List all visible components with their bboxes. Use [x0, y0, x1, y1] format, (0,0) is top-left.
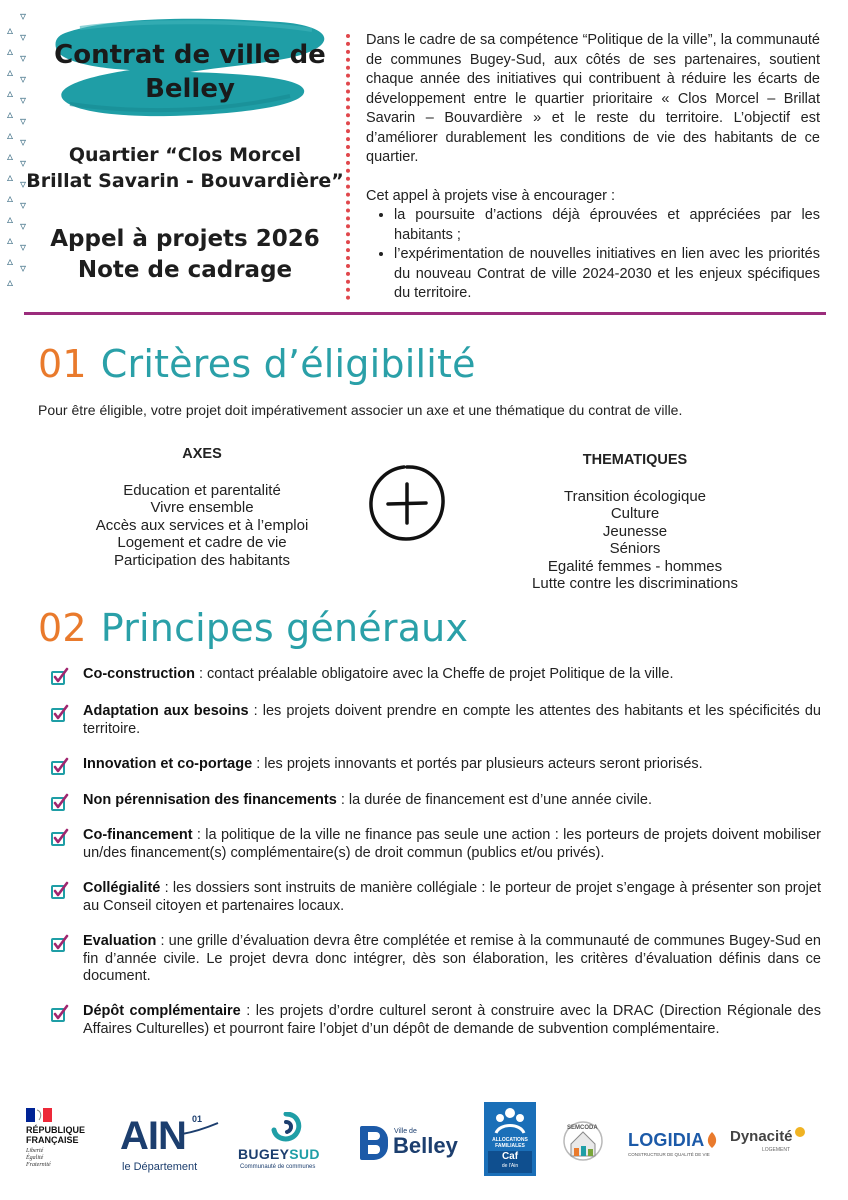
appel-title — [20, 224, 350, 286]
belley-text: Belley — [393, 1133, 458, 1158]
principle-text: : les projets innovants et portés par plusieurs acteurs seront priorisés. — [252, 756, 703, 772]
ain-swoosh-icon — [180, 1122, 220, 1136]
dynacite-dot-icon — [794, 1126, 806, 1138]
checkbox-icon — [50, 881, 70, 901]
intro-bullet: • l’expérimentation de nouvelles initiatives en lien avec les priorités du nouveau Contrat de ville 2024-2030 et les enjeux spécifiques du territoire. — [394, 245, 820, 304]
logo-ville-de-belley — [360, 1126, 460, 1162]
partner-logos — [0, 1100, 848, 1190]
title-line-1: Contrat de ville de — [54, 40, 326, 70]
document-title — [40, 38, 340, 106]
caf-line-3: Caf — [501, 1151, 519, 1162]
checkbox-icon — [50, 934, 70, 954]
principle-term: Innovation et co-portage — [83, 756, 253, 772]
logo-dynacite — [730, 1126, 814, 1160]
intro-paragraph: Dans le cadre de sa compétence “Politique de la ville”, la communauté de communes Bugey-Sud, aux côtés de ses partenaires, soutient chaque année des initiatives qui contribuent à réduire les écarts de développement entre le quartier prioritaire « Clos Morcel – Brillat Savarin – Bouvardière » et le reste du territoire. L’objectif est d’améliorer durablement les conditions de vie des habitants de ce quartier. — [366, 32, 820, 165]
plus-circle-icon — [366, 462, 448, 544]
principle-term: Non pérennisation des financements — [83, 792, 337, 808]
quartier-line-1: Quartier “Clos Morcel — [68, 144, 302, 166]
belley-b-icon — [360, 1126, 388, 1160]
principle-text: : la durée de financement est d’une année civile. — [336, 792, 652, 808]
intro-text — [366, 31, 820, 304]
dynacite-subtitle: LOGEMENT — [762, 1147, 791, 1153]
axis-item: Participation des habitants — [114, 551, 290, 569]
title-line-2: Belley — [145, 74, 235, 104]
checkbox-icon — [50, 1004, 70, 1024]
themes-title: THEMATIQUES — [582, 452, 688, 468]
theme-item: Séniors — [609, 540, 661, 557]
intro-bullet: • la poursuite d’actions déjà éprouvées et appréciées par les habitants ; — [394, 206, 820, 245]
ain-number: 01 — [192, 1114, 203, 1124]
caf-line-2: FAMILIALES — [495, 1143, 525, 1149]
logo-logidia — [628, 1130, 720, 1164]
logidia-text: LOGIDIA — [628, 1130, 705, 1150]
checkbox-icon — [50, 667, 70, 687]
principle-text: : les projets d’ordre culturel seront à construire avec la DRAC (Direction Régionale des Affaires Culturelles) et pourront faire l’objet d’un dépôt de demande de subvention complémentaire. — [83, 1003, 821, 1037]
dynacite-text: Dynacité — [730, 1128, 793, 1145]
rf-motto-2: Égalité — [26, 1155, 44, 1161]
section-heading: Critères d’éligibilité — [100, 342, 476, 386]
intro-bullets — [366, 206, 820, 304]
principle-term: Dépôt complémentaire — [83, 1003, 241, 1019]
rf-line-2: FRANÇAISE — [26, 1135, 79, 1145]
logo-ain-departement — [118, 1106, 222, 1178]
theme-item: Lutte contre les discriminations — [532, 575, 738, 592]
section-title-eligibility — [38, 342, 476, 386]
logidia-subtitle: CONSTRUCTEUR DE QUALITÉ DE VIE — [628, 1152, 710, 1157]
intro-lead: Cet appel à projets vise à encourager : — [366, 187, 616, 204]
logidia-flame-icon — [705, 1131, 719, 1149]
theme-item: Egalité femmes - hommes — [547, 557, 723, 575]
logo-semcoda — [562, 1116, 604, 1166]
checkbox-icon — [50, 793, 70, 813]
checkbox-icon — [50, 828, 70, 848]
logo-bugey-sud — [238, 1110, 332, 1178]
principle-term: Co-financement — [83, 827, 193, 843]
semcoda-text: SEMCODA — [567, 1125, 598, 1131]
axis-item: Accès aux services et à l’emploi — [95, 516, 309, 534]
theme-item: Jeunesse — [602, 522, 668, 540]
axes-column — [60, 446, 344, 569]
theme-item: Transition écologique — [563, 487, 707, 505]
decorative-triangles-left: ▵ ▵ ▵ ▵ ▵ ▵ ▵ ▵ ▵ ▵ ▵ ▵ ▵ — [6, 23, 14, 289]
vertical-dotted-divider — [346, 34, 350, 300]
principle-text: : contact préalable obligatoire avec la Cheffe de projet Politique de la ville. — [194, 666, 674, 682]
principle-term: Evaluation — [83, 933, 157, 949]
section-title-principles — [38, 606, 468, 650]
logo-caf-ain — [484, 1102, 536, 1176]
ain-subtitle: le Département — [122, 1161, 198, 1173]
quartier-line-2: Brillat Savarin - Bouvardière” — [26, 170, 344, 192]
principle-text: : une grille d’évaluation devra être complétée et remise à la communauté de communes Bugey-Sud en fin d’année civile. Le projet devra donc intégrer, dès son élaboration, les critères d’évaluation définis dans ce document. — [83, 933, 821, 984]
decorative-triangles-right: ▿ ▿ ▿ ▿ ▿ ▿ ▿ ▿ ▿ ▿ ▿ ▿ ▿ — [19, 9, 27, 275]
section-heading: Principes généraux — [100, 606, 469, 650]
section-number: 01 — [38, 342, 87, 386]
bugey-text-a: BUGEY — [238, 1146, 290, 1162]
checkbox-icon — [50, 704, 70, 724]
axis-item: Logement et cadre de vie — [117, 534, 287, 551]
rf-line-1: RÉPUBLIQUE — [26, 1125, 86, 1135]
caf-family-icon — [492, 1105, 528, 1135]
caf-line-4: de l'Ain — [501, 1163, 519, 1169]
bugey-text-b: SUD — [289, 1146, 320, 1162]
principle-term: Adaptation aux besoins — [83, 703, 249, 719]
theme-item: Culture — [610, 505, 660, 522]
appel-line-2: Note de cadrage — [77, 257, 293, 283]
bugey-subtitle: Communauté de communes — [240, 1164, 316, 1170]
principle-text: : les dossiers sont instruits de manière collégiale : le porteur de projet s’engage à présenter son projet au Conseil citoyen et partenaires locaux. — [83, 880, 821, 914]
axis-item: Education et parentalité — [123, 481, 281, 499]
semcoda-house-icon — [562, 1116, 604, 1166]
bugey-swirl-icon — [268, 1112, 304, 1144]
header-divider — [24, 312, 826, 315]
checkbox-icon — [50, 757, 70, 777]
eligibility-statement: Pour être éligible, votre projet doit impérativement associer un axe et une thématique du contrat de ville. — [38, 402, 683, 418]
principle-text: : la politique de la ville ne finance pas seule une action : les porteurs de projets doivent mobiliser un/des financement(s) complémentaire(s) de droit commun (publics et/ou privés). — [83, 827, 821, 861]
caf-line-1: ALLOCATIONS — [492, 1137, 528, 1143]
principle-term: Collégialité — [83, 880, 161, 896]
marianne-icon — [26, 1108, 52, 1122]
principle-text: : les projets doivent prendre en compte les attentes des habitants et les spécificités du territoire. — [83, 703, 821, 737]
axes-title: AXES — [182, 446, 222, 462]
rf-motto-3: Fraternité — [26, 1162, 51, 1168]
rf-motto-1: Liberté — [26, 1148, 44, 1154]
principle-term: Co-construction — [83, 666, 195, 682]
section-number: 02 — [38, 606, 87, 650]
appel-line-1: Appel à projets 2026 — [50, 226, 320, 252]
ain-text: AIN — [120, 1114, 186, 1158]
themes-column — [490, 452, 780, 593]
logo-republique-francaise — [26, 1108, 96, 1178]
axis-item: Vivre ensemble — [150, 499, 254, 516]
belley-small-text: Ville de — [394, 1128, 417, 1135]
quartier-title — [20, 142, 350, 194]
